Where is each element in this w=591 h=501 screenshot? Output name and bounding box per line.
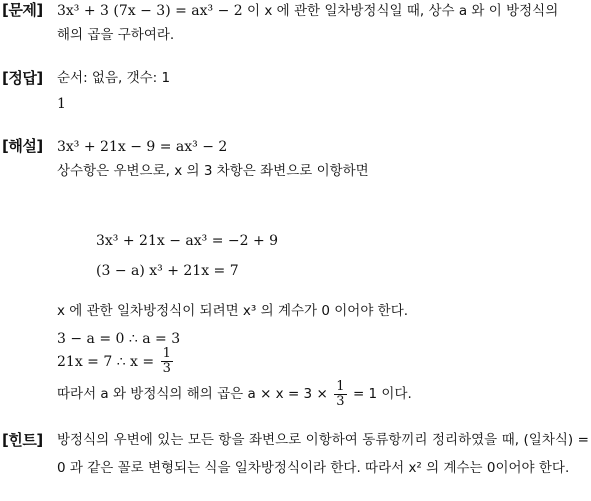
solution-text-3-left: 따라서 a 와 방정식의 해의 곱은 a × x = 3 × [57, 386, 328, 403]
solution-equation-3: (3 − a) x³ + 21x = 7 [96, 263, 239, 279]
solution-equation-5-left: 21x = 7 ∴ x = [57, 353, 155, 370]
solution-equation-4: 3 − a = 0 ∴ a = 3 [57, 331, 181, 347]
solution-text-2: x 에 관한 일차방정식이 되려면 x³ 의 계수가 0 이어야 한다. [57, 303, 409, 319]
problem-line-1 [57, 4, 558, 19]
problem-tag: [문제] [2, 1, 43, 19]
problem-line-2: 해의 곱을 구하여라. [57, 27, 175, 43]
solution-equation-5 [57, 347, 175, 377]
solution-fraction-2 [334, 380, 346, 410]
solution-text-3-right: = 1 이다. [352, 386, 412, 403]
solution-equation-1: 3x³ + 21x − 9 = ax³ − 2 [57, 139, 228, 155]
solution-fraction-1-numerator: 1 [162, 346, 171, 361]
answer-line-1: 순서: 없음, 갯수: 1 [57, 70, 171, 86]
hint-tag: [힌트] [2, 431, 43, 449]
solution-tag: [해설] [2, 137, 43, 155]
solution-text-1: 상수항은 우변으로, x 의 3 차항은 좌변으로 이항하면 [57, 163, 369, 179]
problem-text-1: 이 x 에 관한 일차방정식일 때, 상수 a 와 이 방정식의 [242, 3, 559, 19]
problem-equation: 3x³ + 3 (7x − 3) = ax³ − 2 [57, 3, 243, 19]
solution-text-3 [57, 380, 412, 410]
solution-fraction-2-denominator: 3 [336, 394, 345, 410]
answer-value: 1 [57, 96, 66, 112]
solution-equation-2: 3x³ + 21x − ax³ = −2 + 9 [96, 233, 279, 249]
solution-fraction-1-denominator: 3 [162, 361, 171, 377]
solution-fraction-1 [161, 347, 173, 377]
answer-tag: [정답] [2, 69, 43, 87]
hint-text: 방정식의 우변에 있는 모든 항을 좌변으로 이항하여 동류항끼리 정리하였을 때, (일차식) = 0 과 같은 꼴로 변형되는 식을 일차방정식이라 한다. 따라서 x² 의 계수는 0이어야 한다. [57, 432, 589, 476]
solution-fraction-2-numerator: 1 [336, 379, 345, 394]
